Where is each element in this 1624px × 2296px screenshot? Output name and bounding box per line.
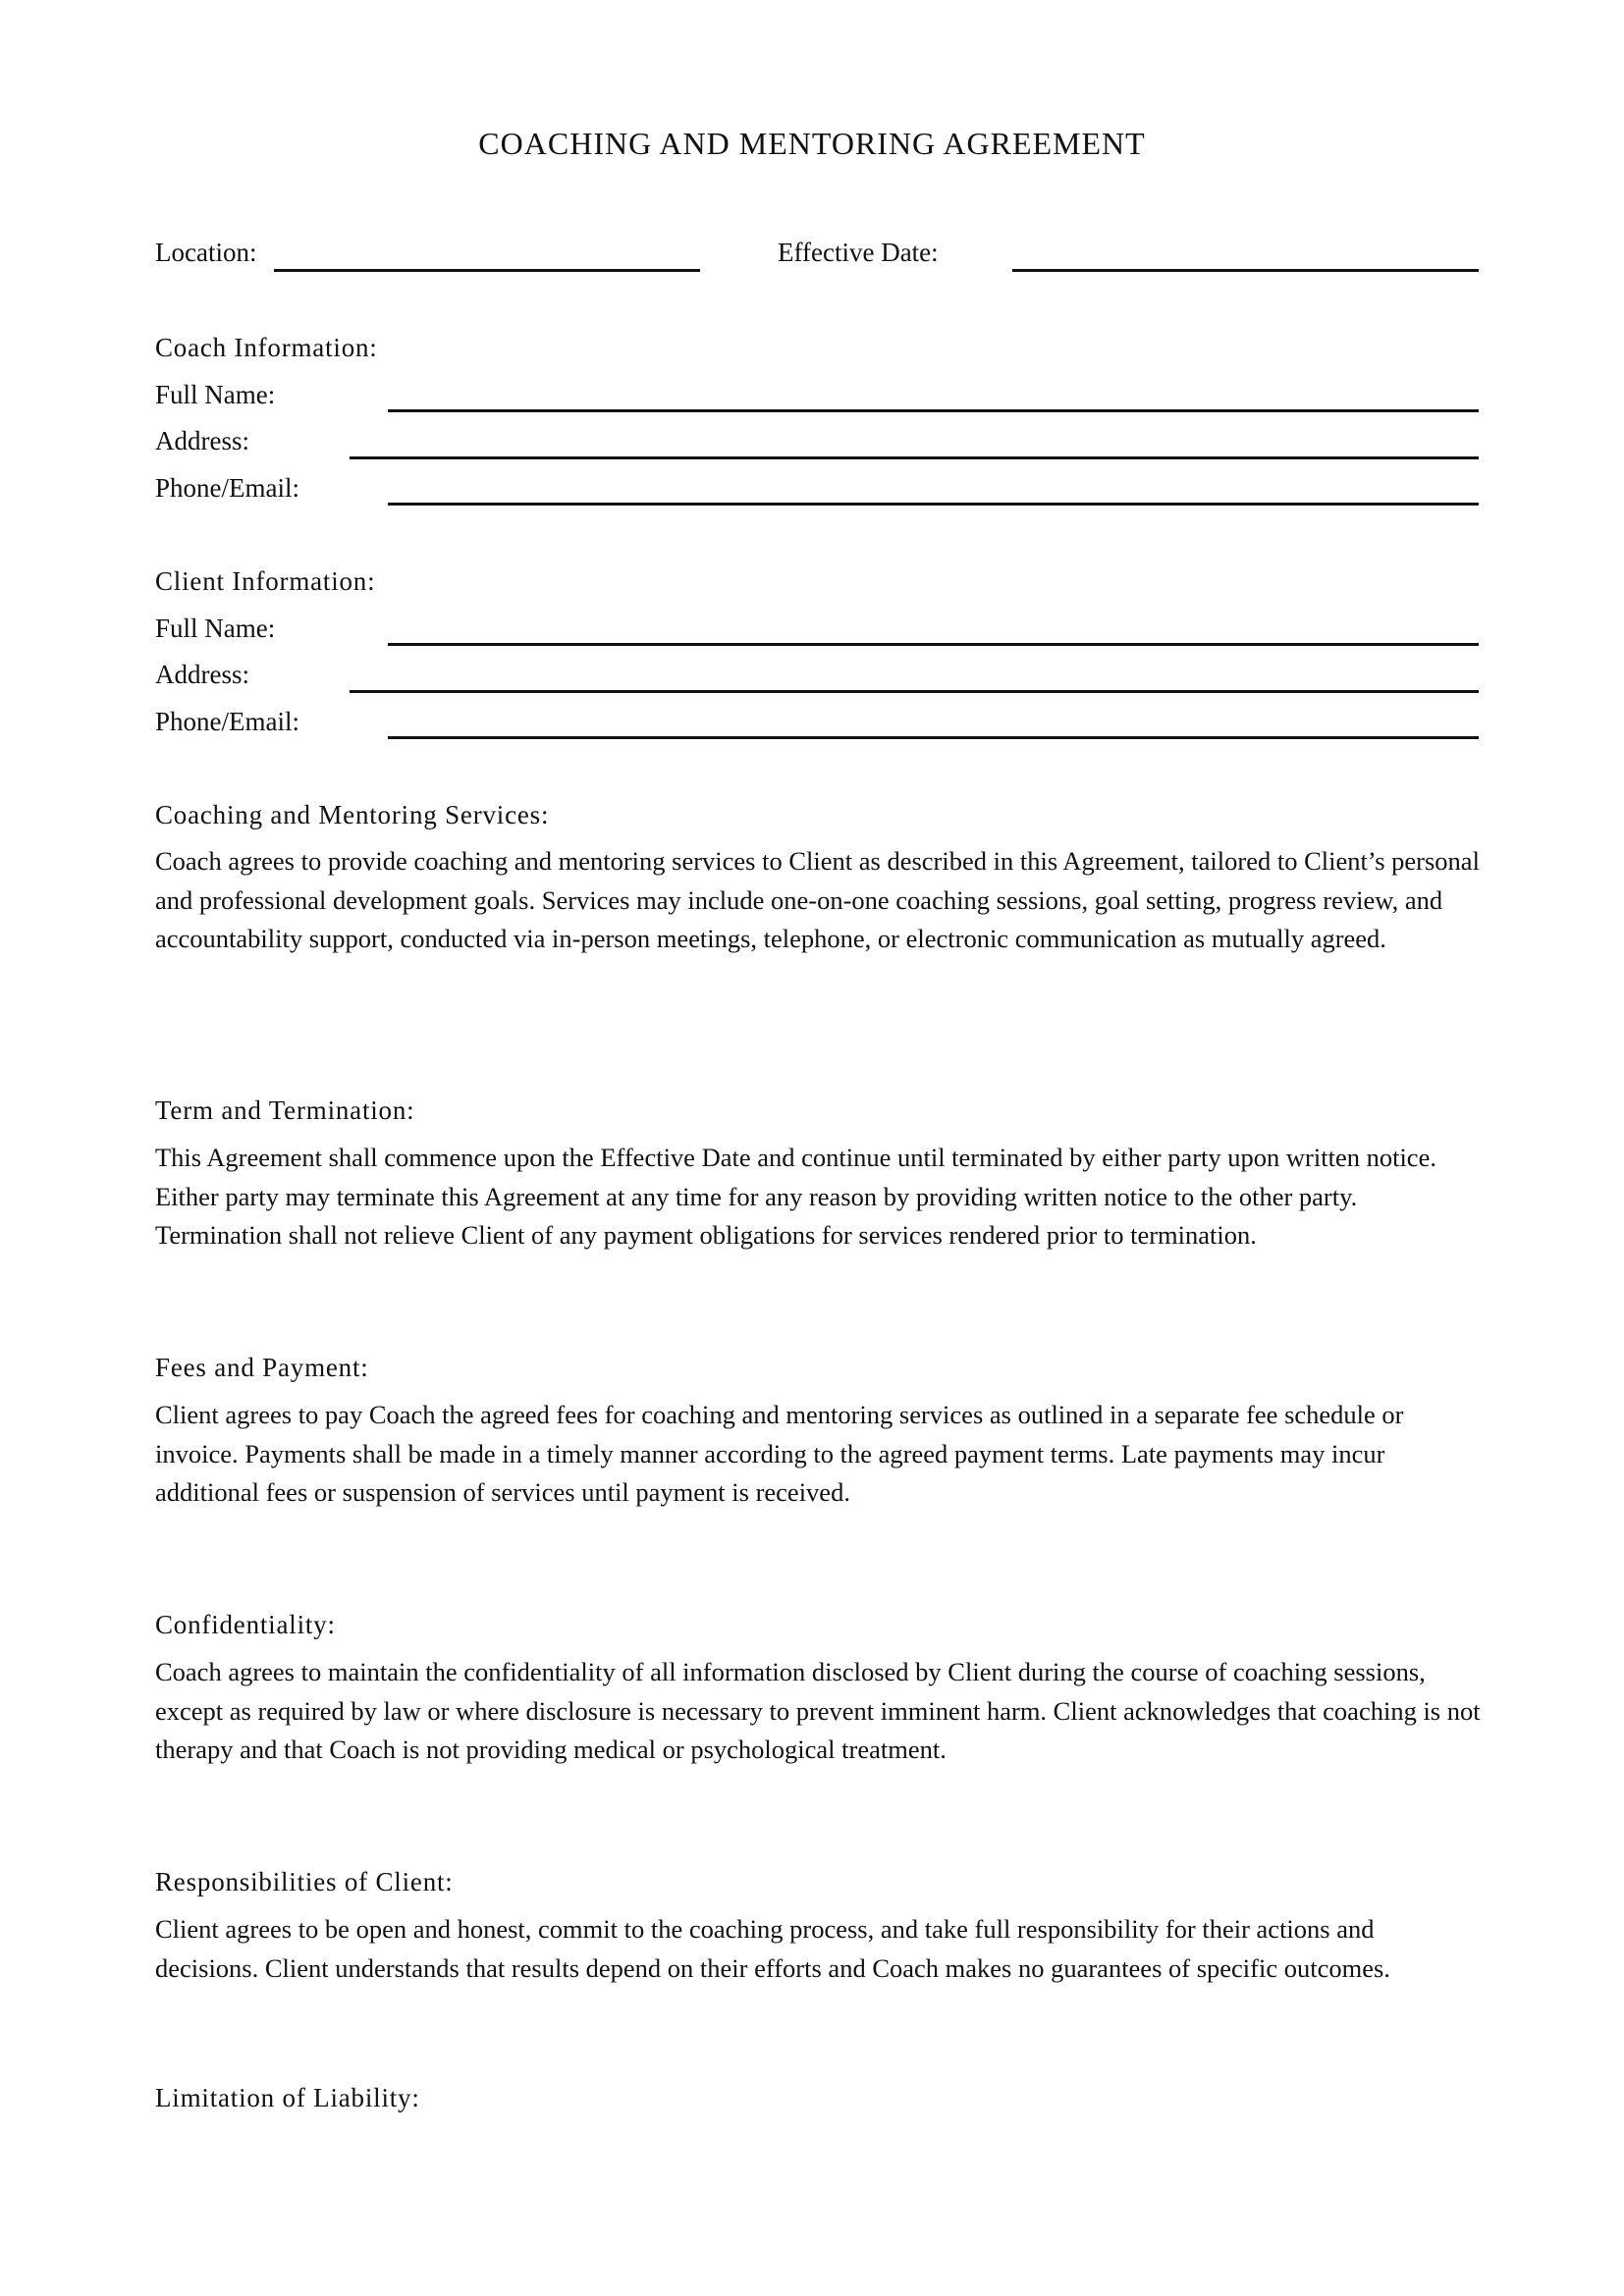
effective-date-label: Effective Date:: [778, 238, 939, 267]
fees-heading: Fees and Payment:: [155, 1353, 369, 1382]
client-full-name-label: Full Name:: [155, 614, 276, 643]
location-label: Location:: [155, 238, 257, 267]
location-field-line[interactable]: [274, 269, 700, 272]
responsibilities-paragraph: Client agrees to be open and honest, commit to the coaching process, and take full responsibility for their actions and decisions. Client understands that results depend on their efforts and Coach makes no guarantees of specific outcomes.: [155, 1914, 1390, 1983]
coach-phone-email-label: Phone/Email:: [155, 473, 299, 503]
coach-phone-email-field-line[interactable]: [388, 503, 1479, 506]
document-title: COACHING AND MENTORING AGREEMENT: [478, 126, 1146, 161]
services-paragraph: Coach agrees to provide coaching and mentoring services to Client as described in this Agreement, tailored to Client’s personal and professional development goals. Services may include one-on-one coaching sessions, goal setting, progress review, and accountability support, conducted via in-person meetings, telephone, or electronic communication as mutually agreed.: [155, 846, 1480, 953]
confidentiality-paragraph: Coach agrees to maintain the confidentiality of all information disclosed by Client during the course of coaching sessions, except as required by law or where disclosure is necessary to prevent imminent harm. Client acknowledges that coaching is not therapy and that Coach is not providing medical or psychological treatment.: [155, 1657, 1481, 1764]
coach-full-name-field-line[interactable]: [388, 409, 1479, 412]
client-address-field-line[interactable]: [350, 690, 1479, 693]
coach-info-heading: Coach Information:: [155, 333, 378, 362]
responsibilities-heading: Responsibilities of Client:: [155, 1867, 454, 1896]
confidentiality-heading: Confidentiality:: [155, 1610, 336, 1639]
client-info-heading: Client Information:: [155, 566, 376, 596]
coach-address-label: Address:: [155, 426, 249, 455]
coach-full-name-label: Full Name:: [155, 380, 276, 409]
effective-date-field-line[interactable]: [1012, 269, 1479, 272]
liability-heading: Limitation of Liability:: [155, 2083, 420, 2112]
client-address-label: Address:: [155, 660, 249, 689]
fees-paragraph: Client agrees to pay Coach the agreed fees for coaching and mentoring services as outlined in a separate fee schedule or invoice. Payments shall be made in a timely manner according to the agreed payment terms. Late payments may incur additional fees or suspension of services until payment is received.: [155, 1400, 1404, 1507]
client-full-name-field-line[interactable]: [388, 643, 1479, 646]
services-heading: Coaching and Mentoring Services:: [155, 800, 550, 829]
term-paragraph: This Agreement shall commence upon the Effective Date and continue until terminated by either party upon written notice. Either party may terminate this Agreement at any time for any reason by providing written notice to the other party. Termination shall not relieve Client of any payment obligations for services rendered prior to termination.: [155, 1143, 1436, 1250]
coach-address-field-line[interactable]: [350, 456, 1479, 459]
client-phone-email-label: Phone/Email:: [155, 707, 299, 736]
client-phone-email-field-line[interactable]: [388, 736, 1479, 739]
term-heading: Term and Termination:: [155, 1095, 415, 1125]
